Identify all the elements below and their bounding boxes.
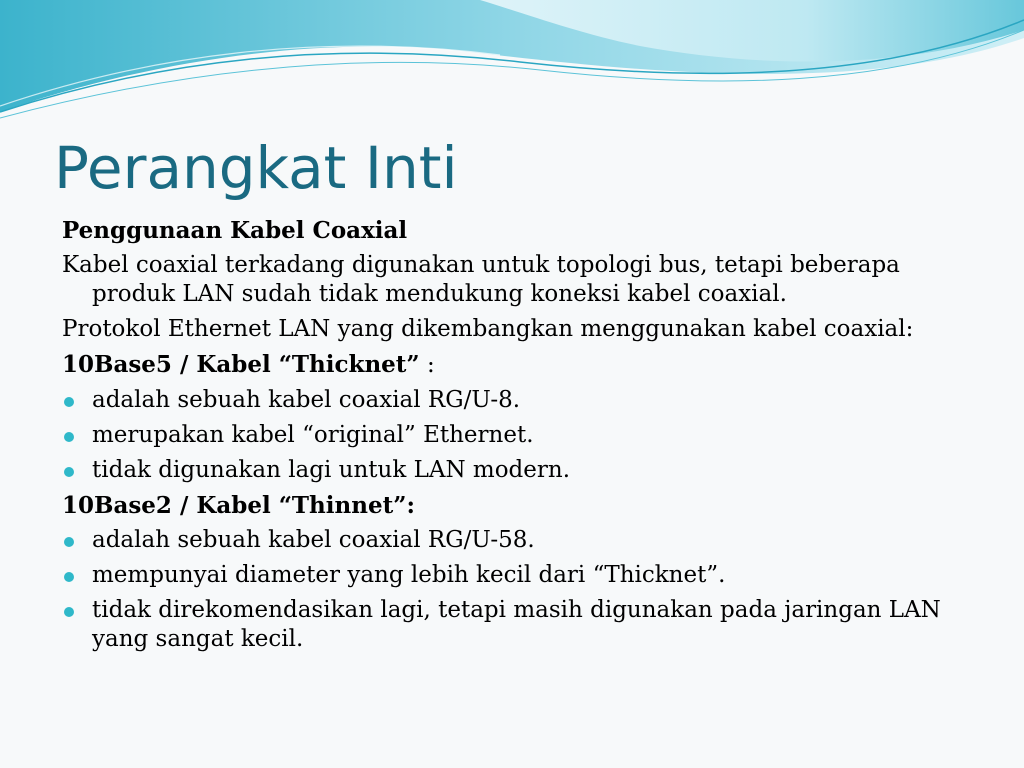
- subheading-thinnet: 10Base2 / Kabel “Thinnet”:: [62, 492, 415, 519]
- list-item: [62, 596, 982, 654]
- paragraph-intro: Kabel coaxial terkadang digunakan untuk topologi bus, tetapi beberapa produk LAN sudah tidak mendukung koneksi kabel coaxial.: [62, 252, 900, 307]
- list-item-text: adalah sebuah kabel coaxial RG/U-8.: [92, 387, 521, 413]
- list-item-text: tidak direkomendasikan lagi, tetapi masih digunakan pada jaringan LAN yang sangat kecil.: [92, 597, 941, 652]
- subheading-thicknet: [62, 350, 982, 380]
- paragraph-protocol: Protokol Ethernet LAN yang dikembangkan menggunakan kabel coaxial:: [62, 316, 914, 342]
- list-item: [62, 386, 982, 415]
- subheading-thicknet-label: 10Base5 / Kabel “Thicknet”: [62, 351, 420, 378]
- bullet-icon: [64, 467, 74, 477]
- list-item-text: mempunyai diameter yang lebih kecil dari “Thicknet”.: [92, 562, 726, 588]
- list-item-text: merupakan kabel “original” Ethernet.: [92, 422, 534, 448]
- bullet-icon: [64, 432, 74, 442]
- list-item: [62, 421, 982, 450]
- header-wave-decoration: [0, 0, 1024, 130]
- section-heading: Penggunaan Kabel Coaxial: [62, 217, 408, 244]
- list-item-text: adalah sebuah kabel coaxial RG/U-58.: [92, 527, 535, 553]
- bullet-icon: [64, 572, 74, 582]
- bullet-icon: [64, 607, 74, 617]
- list-item: [62, 456, 982, 485]
- slide-body: [62, 216, 982, 660]
- slide-title: Perangkat Inti: [54, 134, 458, 202]
- bullet-icon: [64, 537, 74, 547]
- bullet-icon: [64, 397, 74, 407]
- list-item: [62, 561, 982, 590]
- list-item: [62, 526, 982, 555]
- list-item-text: tidak digunakan lagi untuk LAN modern.: [92, 457, 571, 483]
- subheading-thicknet-suffix: :: [419, 352, 435, 378]
